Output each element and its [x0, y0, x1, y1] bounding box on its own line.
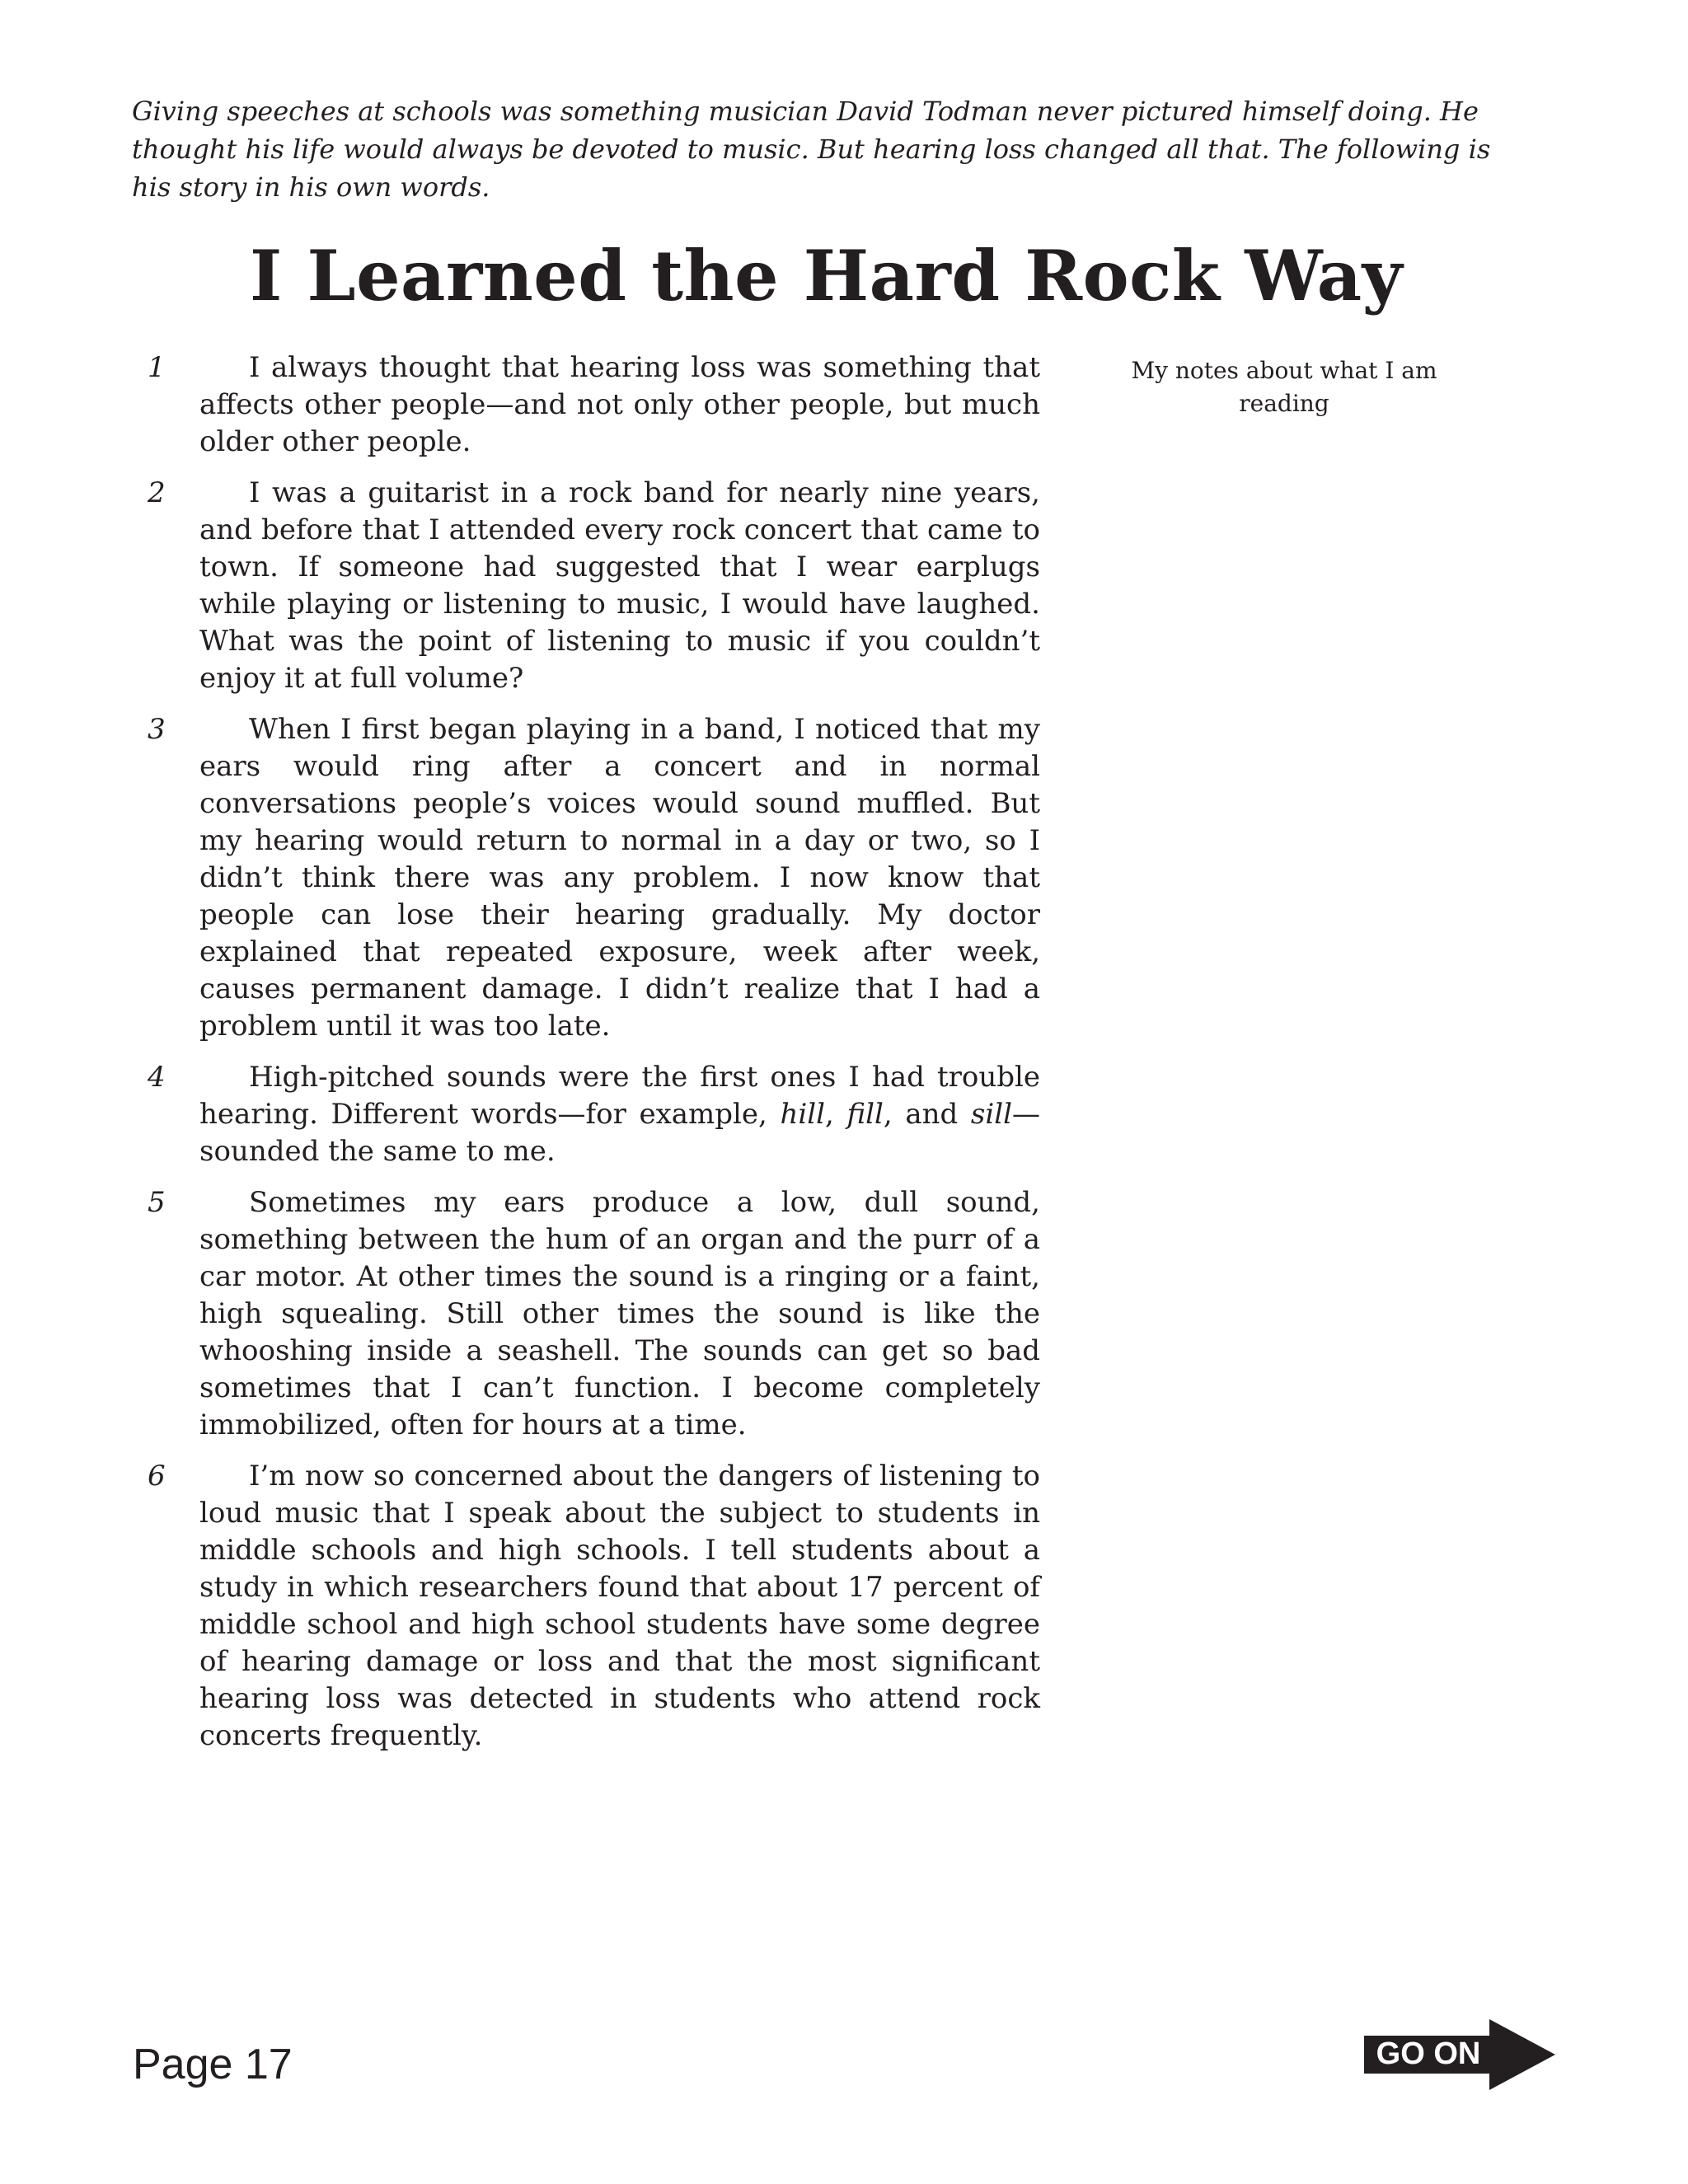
paragraph-text: When I first began playing in a band, I noticed that my ears would ring after a concert and in normal conversations people’s voices would sound muffled. But my hearing would return to normal in a day or two, so I didn’t think there was any problem. I now know that people can lose their hearing gradually. My doctor explained that repeated exposure, week after week, causes permanent damage. I didn’t realize that I had a problem until it was too late. [199, 713, 1040, 1043]
paragraph-text: Sometimes my ears produce a low, dull sound, something between the hum of an organ and the purr of a car motor. At other times the sound is a ringing or a faint, high squealing. Still other times the sound is like the whooshing inside a seashell. The sounds can get so bad sometimes that I can’t function. I become completely immobilized, often for hours at a time. [199, 1186, 1040, 1441]
intro-text: Giving speeches at schools was something musician David Todman never pictured himself doing. He thought his life would always be devoted to music. But hearing loss changed all that. The following is his story in his own words. [132, 96, 1491, 203]
separator-text: , [825, 1098, 847, 1131]
paragraph-1 [132, 349, 1040, 461]
paragraph-number: 2 [148, 476, 166, 509]
paragraph-text: I was a guitarist in a rock band for nearly nine years, and before that I attended every rock concert that came to town. If someone had suggested that I wear earplugs while playing or listening to music, I would have laughed. What was the point of listening to music if you couldn’t enjoy it at full volume? [199, 476, 1040, 695]
paragraph-number: 4 [148, 1061, 166, 1094]
paragraph-number: 6 [148, 1460, 166, 1493]
paragraph-2 [132, 475, 1040, 697]
paragraph-text: I’m now so concerned about the dangers of listening to loud music that I speak about the subject to students in middle schools and high schools. I tell students about a study in which researchers found that about 17 percent of middle school and high school students have some degree of hearing damage or loss and that the most significant hearing loss was detected in students who attend rock concerts frequently. [199, 1460, 1040, 1752]
separator-text: , and [883, 1098, 971, 1131]
example-word: hill [780, 1098, 826, 1131]
paragraph-3 [132, 711, 1040, 1045]
go-on-label: GO ON [1376, 2036, 1481, 2071]
page-number: Page 17 [133, 2041, 293, 2088]
paragraph-text: I always thought that hearing loss was something that affects other people—and not only other people, but much older other people. [199, 351, 1040, 458]
paragraph-number: 1 [148, 351, 166, 384]
example-word: sill [970, 1098, 1012, 1131]
paragraph-5 [132, 1184, 1040, 1444]
paragraph-text: —sounded the same to me. [199, 1098, 1040, 1168]
go-on-indicator [1364, 2019, 1555, 2090]
paragraph-number: 5 [148, 1186, 166, 1219]
example-word: fill [846, 1098, 884, 1131]
paragraph-text: High-pitched sounds were the first ones I had trouble hearing. Different words—for example, [199, 1061, 1040, 1131]
article-title: I Learned the Hard Rock Way [249, 235, 1403, 316]
paragraph-6 [132, 1458, 1040, 1755]
paragraph-4 [132, 1059, 1040, 1170]
article-body [132, 349, 1040, 1769]
notes-label: My notes about what I am reading [1131, 357, 1437, 417]
paragraph-number: 3 [148, 713, 166, 746]
